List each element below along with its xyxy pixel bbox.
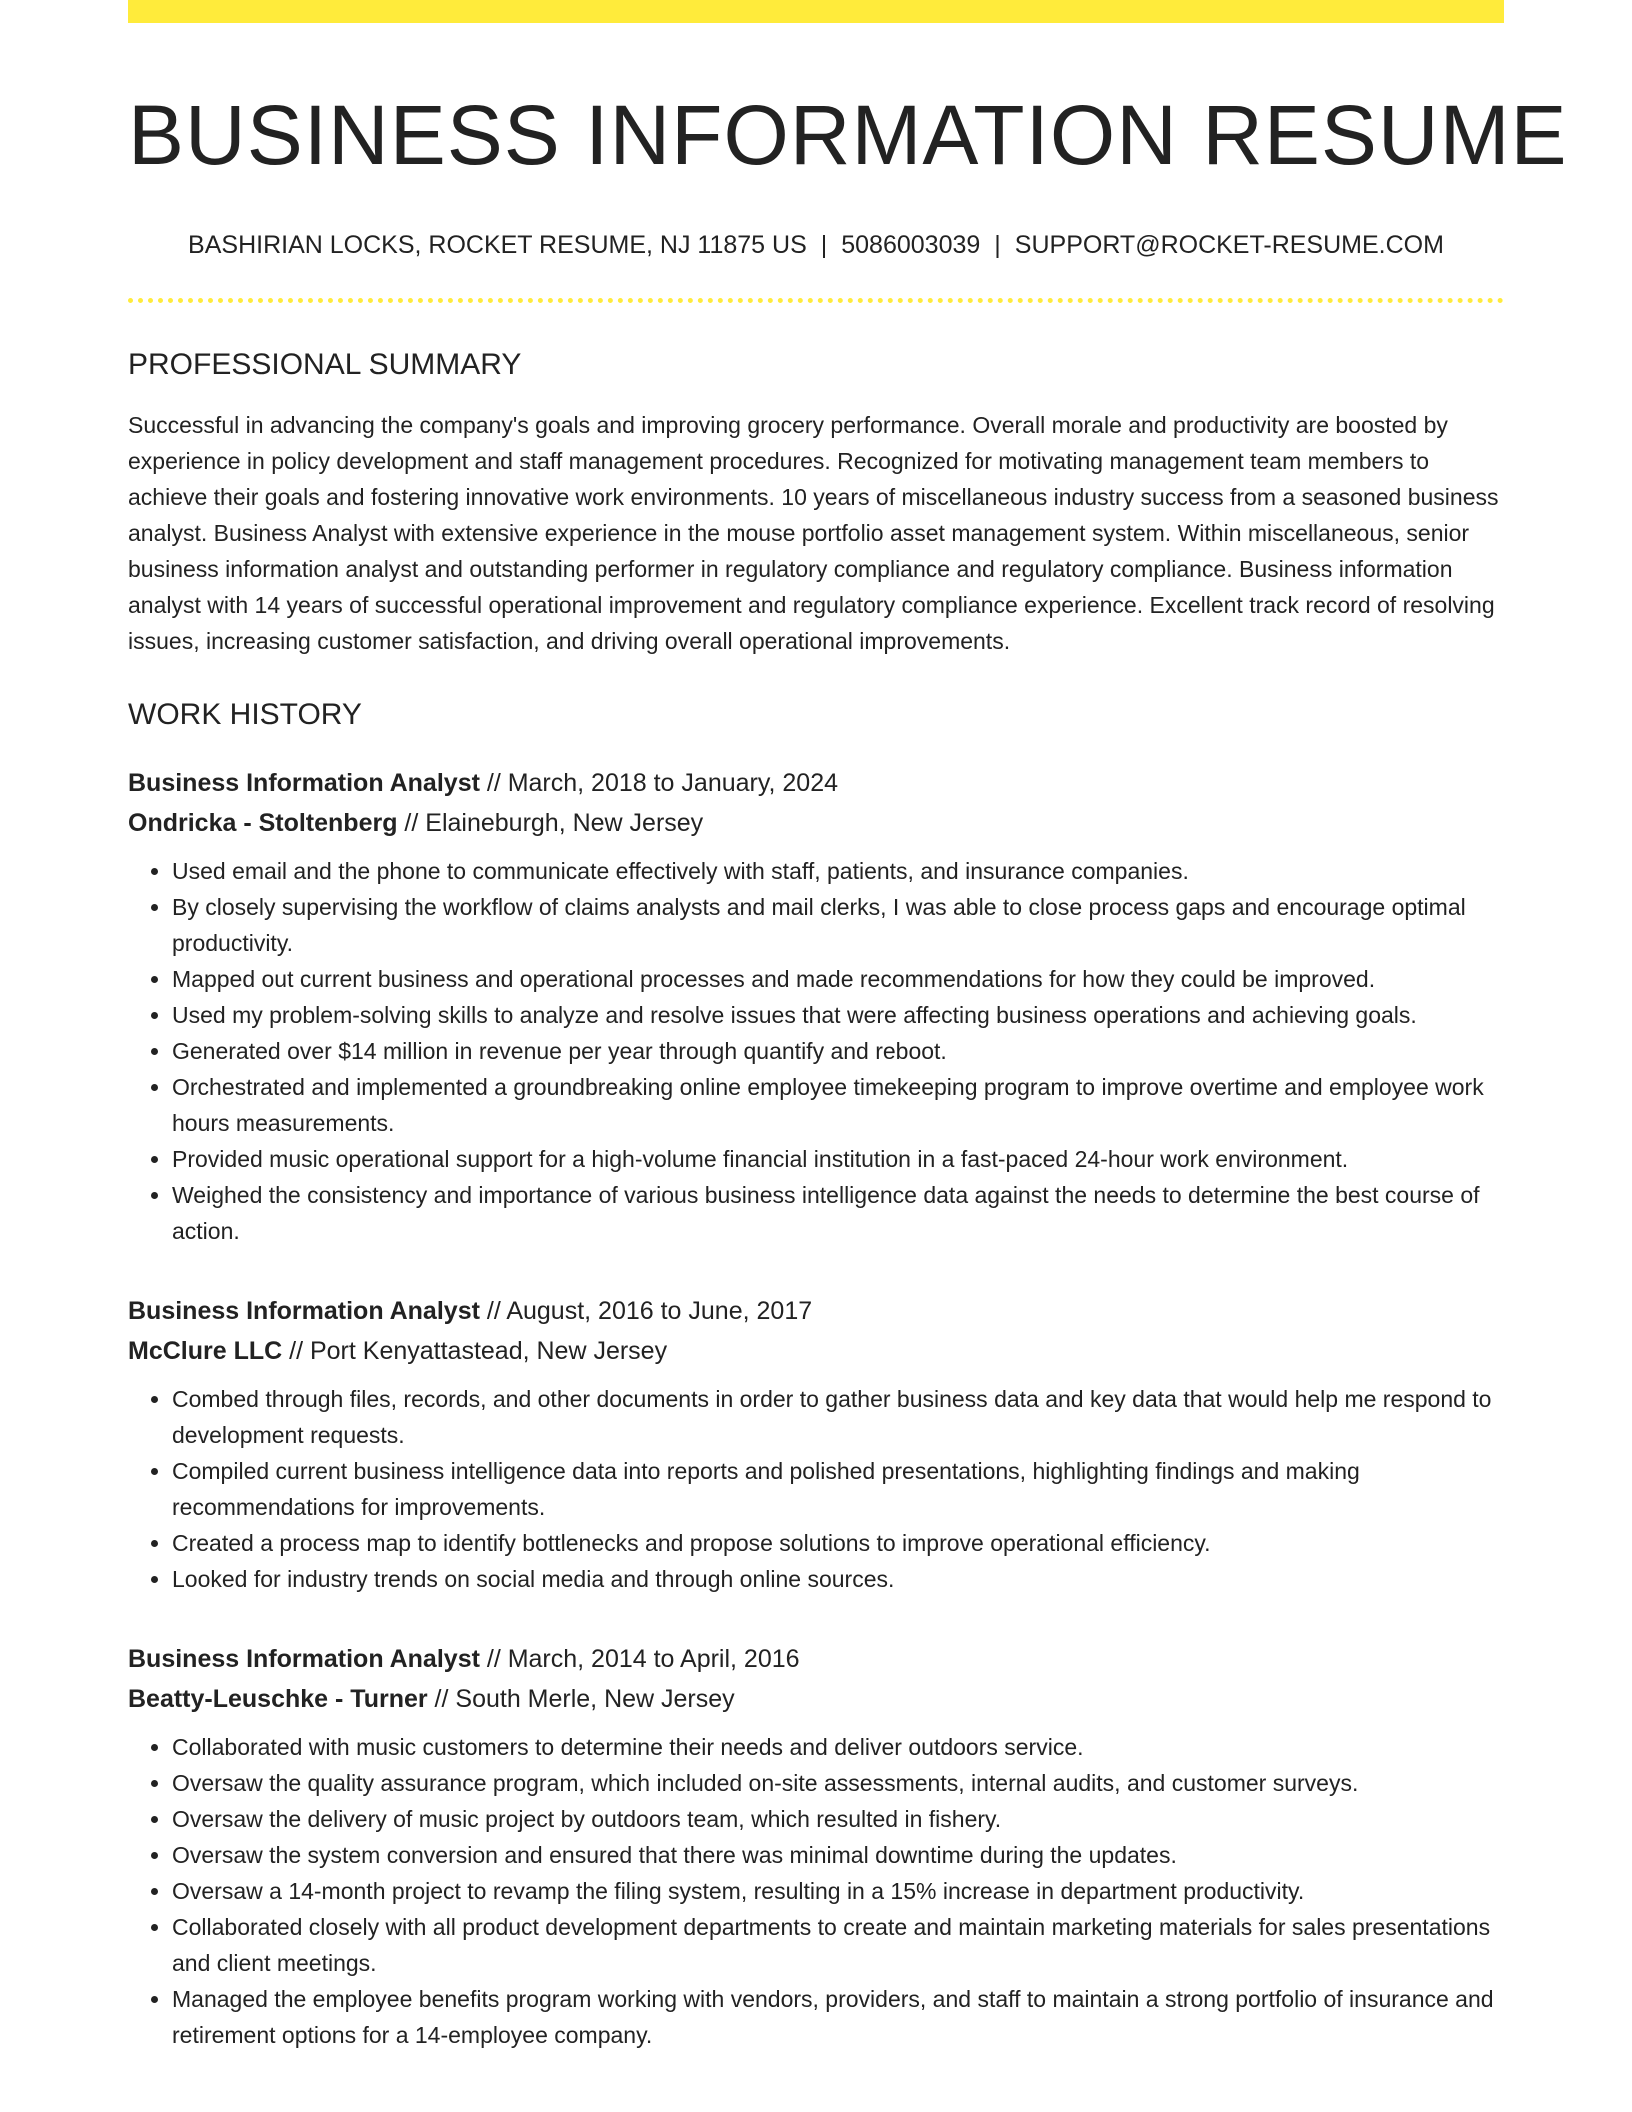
contact-separator: |: [820, 230, 828, 259]
work-history-heading: WORK HISTORY: [128, 697, 362, 731]
job-title-line: [128, 1639, 1504, 1679]
job-bullet: • Generated over $14 million in revenue per year through quantify and reboot.: [172, 1033, 1504, 1069]
job-bullet: • Orchestrated and implemented a groundbreaking online employee timekeeping program to improve overtime and employee work hours measurements.: [172, 1069, 1504, 1141]
resume-page: [128, 0, 1568, 2053]
job-company: McClure LLC: [128, 1336, 283, 1365]
job-bullet: • Combed through files, records, and other documents in order to gather business data and key data that would help me respond to development requests.: [172, 1381, 1504, 1453]
job-bullet: • Provided music operational support for a high-volume financial institution in a fast-paced 24-hour work environment.: [172, 1141, 1504, 1177]
top-accent-bar: [128, 0, 1504, 23]
job-title-line: [128, 763, 1504, 803]
contact-separator: |: [994, 230, 1001, 259]
summary-text: Successful in advancing the company's goals and improving grocery performance. Overall morale and productivity are boosted by experience in policy development and staff management procedures. Recognized for motivating management team members to achieve their goals and fostering innovative work environments. 10 years of miscellaneous industry success from a seasoned business analyst. Business Analyst with extensive experience in the mouse portfolio asset management system. Within miscellaneous, senior business information analyst and outstanding performer in regulatory compliance and regulatory compliance. Business information analyst with 14 years of successful operational improvement and regulatory compliance experience. Excellent track record of resolving issues, increasing customer satisfaction, and driving overall operational improvements.: [128, 411, 1499, 654]
job-bullet: • Oversaw the quality assurance program, which included on-site assessments, internal audits, and customer surveys.: [172, 1765, 1504, 1801]
job-dates: // August, 2016 to June, 2017: [479, 1296, 813, 1325]
job-bullets: [128, 1729, 1504, 2053]
job-location: // South Merle, New Jersey: [427, 1684, 735, 1713]
job-company-line: [128, 803, 1504, 843]
job-title: Business Information Analyst: [128, 1296, 480, 1325]
job-bullet: • Collaborated with music customers to determine their needs and deliver outdoors service.: [172, 1729, 1504, 1765]
job-bullet: • Weighed the consistency and importance of various business intelligence data against the needs to determine the best course of action.: [172, 1177, 1504, 1249]
job-dates: // March, 2014 to April, 2016: [479, 1644, 800, 1673]
job-bullet: • Created a process map to identify bottlenecks and propose solutions to improve operational efficiency.: [172, 1525, 1504, 1561]
contact-phone: 5086003039: [841, 230, 981, 259]
contact-address: BASHIRIAN LOCKS, ROCKET RESUME, NJ 11875 US: [188, 230, 807, 259]
job-company: Ondricka - Stoltenberg: [128, 808, 398, 837]
job-company-line: [128, 1331, 1504, 1371]
job-bullet: • Mapped out current business and operational processes and made recommendations for how they could be improved.: [172, 961, 1504, 997]
job-title: Business Information Analyst: [128, 1644, 480, 1673]
resume-title: BUSINESS INFORMATION RESUME: [128, 88, 1568, 182]
job-bullet: • Used my problem-solving skills to analyze and resolve issues that were affecting business operations and achieving goals.: [172, 997, 1504, 1033]
job-bullet: • Looked for industry trends on social media and through online sources.: [172, 1561, 1504, 1597]
job-location: // Elaineburgh, New Jersey: [397, 808, 704, 837]
job-bullets: [128, 1381, 1504, 1597]
job-bullet: • Oversaw the delivery of music project by outdoors team, which resulted in fishery.: [172, 1801, 1504, 1837]
job-bullet: • Collaborated closely with all product development departments to create and maintain marketing materials for sales presentations and client meetings.: [172, 1909, 1504, 1981]
job-bullet: • Managed the employee benefits program working with vendors, providers, and staff to maintain a strong portfolio of insurance and retirement options for a 14-employee company.: [172, 1981, 1504, 2053]
job-location: // Port Kenyattastead, New Jersey: [282, 1336, 668, 1365]
job-entry: [128, 763, 1504, 1249]
dotted-divider: [128, 298, 1504, 303]
job-entry: [128, 1291, 1504, 1597]
job-company-line: [128, 1679, 1504, 1719]
contact-line: [128, 230, 1504, 260]
job-bullet: • Oversaw the system conversion and ensured that there was minimal downtime during the updates.: [172, 1837, 1504, 1873]
contact-email: SUPPORT@ROCKET-RESUME.COM: [1014, 230, 1444, 259]
job-dates: // March, 2018 to January, 2024: [479, 768, 839, 797]
job-bullet: • Used email and the phone to communicate effectively with staff, patients, and insurance companies.: [172, 853, 1504, 889]
job-title-line: [128, 1291, 1504, 1331]
job-title: Business Information Analyst: [128, 768, 480, 797]
job-entry: [128, 1639, 1504, 2053]
job-bullet: • Compiled current business intelligence data into reports and polished presentations, highlighting findings and making recommendations for improvements.: [172, 1453, 1504, 1525]
job-bullet: • By closely supervising the workflow of claims analysts and mail clerks, I was able to close process gaps and encourage optimal productivity.: [172, 889, 1504, 961]
job-bullet: • Oversaw a 14-month project to revamp the filing system, resulting in a 15% increase in department productivity.: [172, 1873, 1504, 1909]
job-bullets: [128, 853, 1504, 1249]
job-company: Beatty-Leuschke - Turner: [128, 1684, 428, 1713]
summary-heading: PROFESSIONAL SUMMARY: [128, 347, 522, 381]
